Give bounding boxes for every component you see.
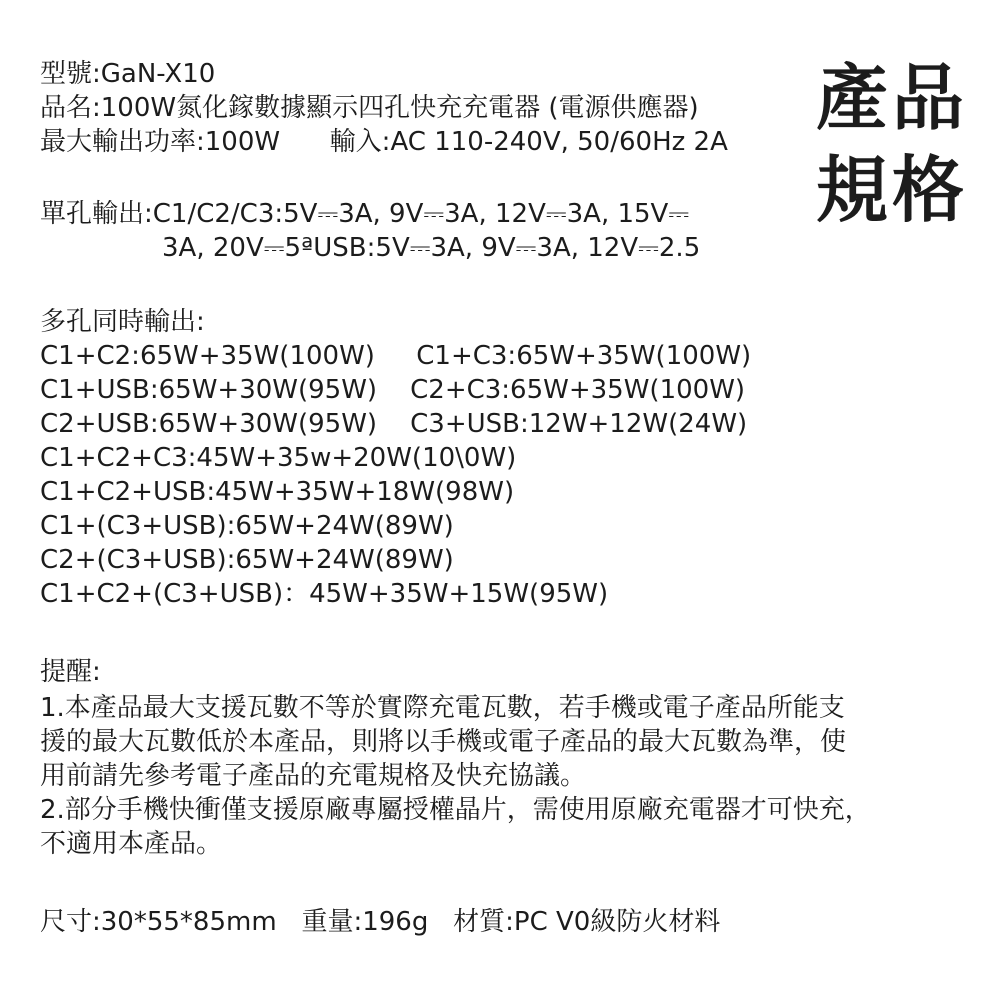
reminder-line: 用前請先參考電子產品的充電規格及快充協議。 [40, 761, 587, 791]
reminder-line: 不適用本產品。 [40, 829, 223, 859]
single-output-line-2: 3A, 20V⎓5ªUSB:5V⎓3A, 9V⎓3A, 12V⎓2.5 [162, 233, 701, 263]
multi-output-line: C1+USB:65W+30W(95W) C2+C3:65W+35W(100W) [40, 375, 746, 405]
multi-output-line: C1+C2+C3:45W+35w+20W(10\0W) [40, 443, 517, 473]
reminder-line: 1.本產品最大支援瓦數不等於實際充電瓦數，若手機或電子產品所能支 [40, 693, 845, 723]
multi-output-heading: 多孔同時輸出: [40, 307, 205, 337]
heading-spec: 規格 [815, 148, 968, 232]
multi-output-line: C1+(C3+USB):65W+24W(89W) [40, 511, 454, 541]
product-name-line: 品名:100W氮化鎵數據顯示四孔快充充電器 (電源供應器) [40, 93, 699, 123]
single-output-line-1: 單孔輸出:C1/C2/C3:5V⎓3A, 9V⎓3A, 12V⎓3A, 15V⎓ [40, 199, 690, 229]
multi-output-line: C2+(C3+USB):65W+24W(89W) [40, 545, 454, 575]
heading-product: 產品 [815, 56, 968, 140]
multi-output-line: C1+C2+USB:45W+35W+18W(98W) [40, 477, 515, 507]
physical-specs-line: 尺寸:30*55*85mm 重量:196g 材質:PC V0級防火材料 [40, 907, 721, 937]
model-line: 型號:GaN-X10 [40, 59, 216, 89]
multi-output-line: C1+C2+(C3+USB)：45W+35W+15W(95W) [40, 579, 609, 609]
reminder-heading: 提醒: [40, 657, 101, 687]
reminder-line: 援的最大瓦數低於本產品，則將以手機或電子產品的最大瓦數為準，使 [40, 727, 847, 757]
multi-output-line: C2+USB:65W+30W(95W) C3+USB:12W+12W(24W) [40, 409, 748, 439]
reminder-line: 2.部分手機快衝僅支援原廠專屬授權晶片，需使用原廠充電器才可快充， [40, 795, 871, 825]
power-input-line: 最大輸出功率:100W 輸入:AC 110-240V, 50/60Hz 2A [40, 127, 728, 157]
multi-output-line: C1+C2:65W+35W(100W) C1+C3:65W+35W(100W) [40, 341, 752, 371]
